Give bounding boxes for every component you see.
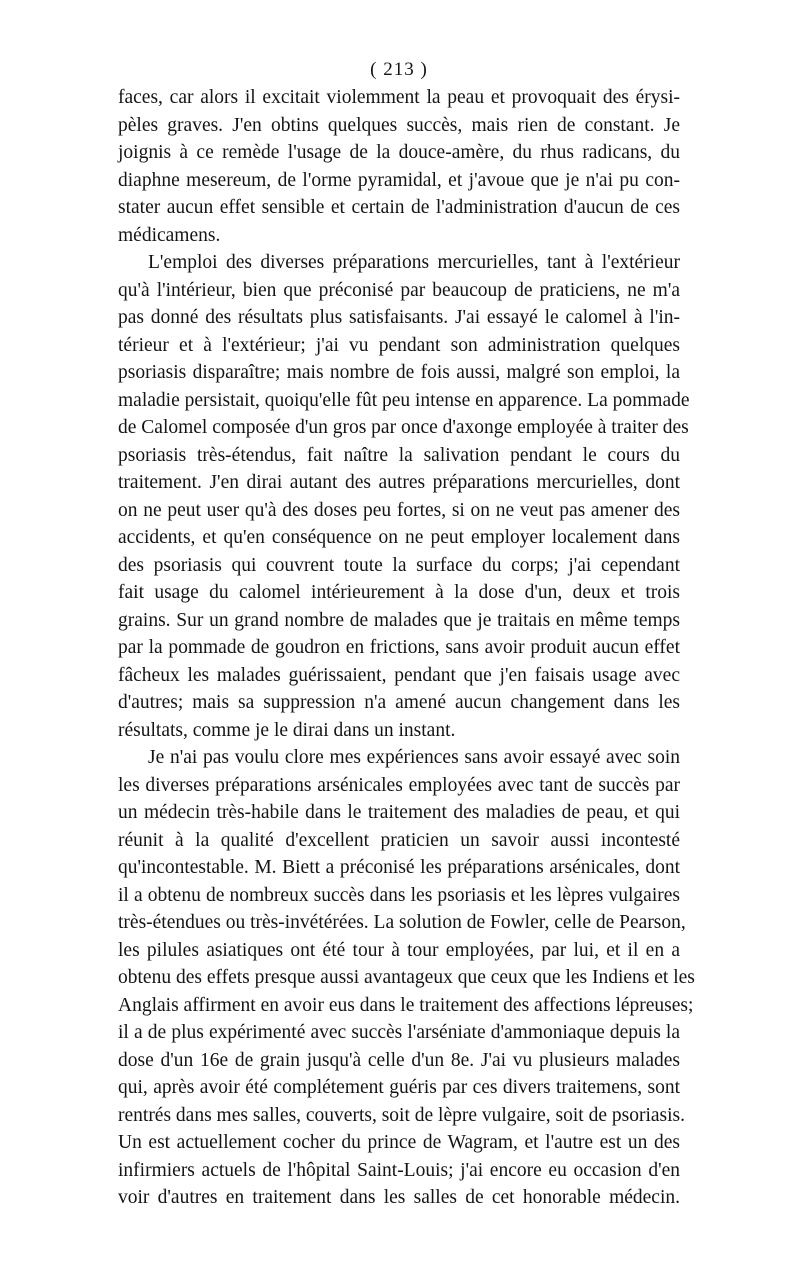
text-line: d'autres; mais sa suppression n'a amené aucun changement dans les bbox=[118, 692, 680, 713]
text-line: les pilules asiatiques ont été tour à tour employées, par lui, et il en a bbox=[118, 939, 680, 961]
text-line: il a obtenu de nombreux succès dans les psoriasis et les lèpres vulgaires bbox=[118, 884, 680, 906]
text-line: diaphne mesereum, de l'orme pyramidal, et j'avoue que je n'ai pu con- bbox=[118, 169, 680, 191]
text-line: réunit à la qualité d'excellent praticien un savoir aussi incontesté bbox=[118, 829, 680, 851]
text-line: rentrés dans mes salles, couverts, soit de lèpre vulgaire, soit de psoriasis. bbox=[118, 1104, 685, 1126]
book-page bbox=[118, 58, 695, 1212]
text-line: fait usage du calomel intérieurement à la dose d'un, deux et trois bbox=[118, 582, 680, 603]
text-line: maladie persistait, quoiqu'elle fût peu intense en apparence. La pommade bbox=[118, 389, 690, 411]
text-line: Un est actuellement cocher du prince de Wagram, et l'autre est un des bbox=[118, 1132, 680, 1153]
text-line: grains. Sur un grand nombre de malades que je traitais en même temps bbox=[118, 609, 680, 631]
text-line: accidents, et qu'en conséquence on ne peut employer localement dans bbox=[118, 527, 680, 548]
text-line: voir d'autres en traitement dans les salles de cet honorable médecin. bbox=[118, 1187, 680, 1208]
page-number: ( 213 ) bbox=[370, 59, 428, 80]
text-line: Anglais affirment en avoir eus dans le traitement des affections lépreuses; bbox=[118, 994, 694, 1016]
paragraph-2 bbox=[118, 249, 690, 744]
text-line: il a de plus expérimenté avec succès l'arséniate d'ammoniaque depuis la bbox=[118, 1022, 680, 1043]
text-line: infirmiers actuels de l'hôpital Saint-Louis; j'ai encore eu occasion d'en bbox=[118, 1159, 680, 1181]
text-line: psoriasis disparaître; mais nombre de fois aussi, malgré son emploi, la bbox=[118, 362, 680, 383]
paragraph-1 bbox=[118, 84, 680, 249]
text-line: qui, après avoir été complétement guéris par ces divers traitemens, sont bbox=[118, 1077, 680, 1098]
text-line: traitement. J'en dirai autant des autres préparations mercurielles, dont bbox=[118, 472, 680, 493]
text-line: L'emploi des diverses préparations mercurielles, tant à l'extérieur bbox=[148, 252, 680, 273]
text-line: stater aucun effet sensible et certain de l'administration d'aucun de ces bbox=[118, 197, 680, 218]
text-line: térieur et à l'extérieur; j'ai vu pendant son administration quelques bbox=[118, 334, 680, 356]
text-line: qu'incontestable. M. Biett a préconisé les préparations arsénicales, dont bbox=[118, 857, 680, 878]
text-line: de Calomel composée d'un gros par once d'axonge employée à traiter des bbox=[118, 417, 689, 438]
text-line: pèles graves. J'en obtins quelques succès, mais rien de constant. Je bbox=[118, 114, 680, 136]
paragraph-3 bbox=[118, 744, 695, 1212]
text-line: très-étendues ou très-invétérées. La solution de Fowler, celle de Pearson, bbox=[118, 912, 686, 933]
text-line: obtenu des effets presque aussi avantageux que ceux que les Indiens et les bbox=[118, 967, 695, 988]
text-line: par la pommade de goudron en frictions, sans avoir produit aucun effet bbox=[118, 637, 680, 658]
text-line: faces, car alors il excitait violemment la peau et provoquait des érysi- bbox=[118, 87, 680, 108]
text-line: dose d'un 16e de grain jusqu'à celle d'un 8e. J'ai vu plusieurs malades bbox=[118, 1049, 680, 1071]
text-line: joignis à ce remède l'usage de la douce-amère, du rhus radicans, du bbox=[118, 142, 680, 163]
text-line: pas donné des résultats plus satisfaisants. J'ai essayé le calomel à l'in- bbox=[118, 307, 680, 328]
text-line: qu'à l'intérieur, bien que préconisé par beaucoup de praticiens, ne m'a bbox=[118, 279, 680, 301]
text-line: Je n'ai pas voulu clore mes expériences sans avoir essayé avec soin bbox=[148, 747, 680, 768]
text-line: médicamens. bbox=[118, 224, 221, 246]
text-line: résultats, comme je le dirai dans un instant. bbox=[118, 719, 456, 741]
text-line: fâcheux les malades guérissaient, pendant que j'en faisais usage avec bbox=[118, 664, 680, 686]
text-line: des psoriasis qui couvrent toute la surface du corps; j'ai cependant bbox=[118, 554, 680, 576]
text-line: on ne peut user qu'à des doses peu fortes, si on ne veut pas amener des bbox=[118, 499, 680, 521]
text-line: les diverses préparations arsénicales employées avec tant de succès par bbox=[118, 774, 680, 796]
text-line: psoriasis très-étendus, fait naître la salivation pendant le cours du bbox=[118, 444, 680, 466]
text-line: un médecin très-habile dans le traitement des maladies de peau, et qui bbox=[118, 802, 680, 823]
